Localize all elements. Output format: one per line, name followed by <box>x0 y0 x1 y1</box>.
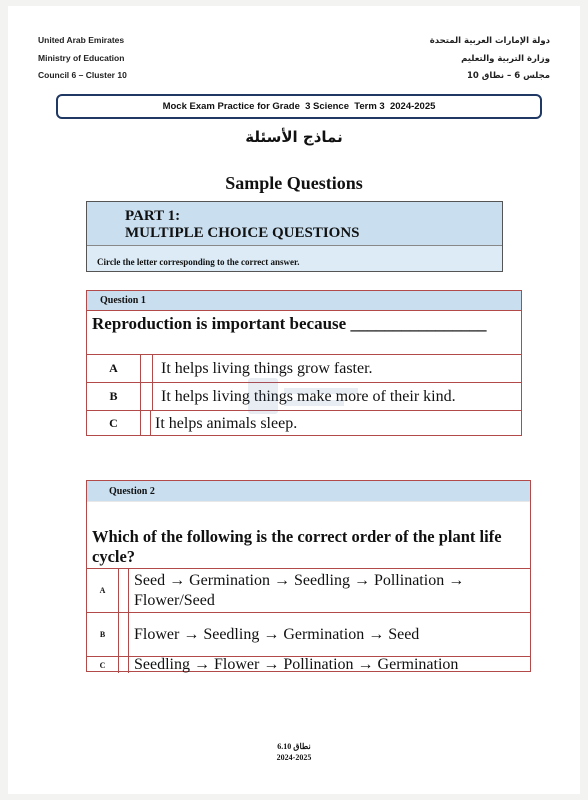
document-page <box>8 6 580 794</box>
option-text: It helps animals sleep. <box>155 414 298 432</box>
footer-cluster: نطاق 6.10 <box>277 742 311 751</box>
option-spacer <box>119 569 129 612</box>
footer-year: 2024-2025 <box>276 753 312 762</box>
question-1-label: Question 1 <box>87 291 521 311</box>
question-1-box <box>86 290 522 436</box>
question-2-text: Which of the following is the correct order of the plant life cycle? <box>92 527 502 566</box>
header-council: Council 6 – Cluster 10 <box>38 70 127 80</box>
question-1-text: Reproduction is important because ________________ <box>92 314 487 333</box>
part-heading <box>87 202 502 246</box>
option-spacer <box>141 411 151 436</box>
option-text: It helps living things grow faster. <box>161 359 373 377</box>
question-1-option-b[interactable] <box>87 382 521 410</box>
header-left <box>38 32 127 85</box>
question-2-option-a[interactable] <box>87 568 530 612</box>
option-letter: A <box>87 569 119 612</box>
option-letter: C <box>87 657 119 673</box>
header-country-ar: دولة الإمارات العربية المتحدة <box>429 36 550 46</box>
page-footer <box>8 741 580 763</box>
question-2-option-b[interactable] <box>87 612 530 656</box>
part-number: PART 1: <box>125 208 181 224</box>
question-2-box <box>86 480 531 672</box>
sample-questions-title: Sample Questions <box>225 173 363 193</box>
option-spacer <box>119 657 129 673</box>
part-1-box <box>86 201 503 272</box>
option-letter: B <box>87 383 141 410</box>
header-country: United Arab Emirates <box>38 35 125 45</box>
option-letter: A <box>87 355 141 382</box>
option-letter: C <box>87 411 141 436</box>
header-ministry: Ministry of Education <box>38 52 125 63</box>
question-2-label: Question 2 <box>87 481 530 502</box>
question-1-option-a[interactable] <box>87 354 521 382</box>
header-council-ar: مجلس 6 – نطاق 10 <box>467 71 550 81</box>
exam-banner <box>56 94 542 119</box>
option-spacer <box>119 613 129 656</box>
option-letter: B <box>87 613 119 656</box>
header-right <box>430 33 550 86</box>
option-spacer <box>141 383 153 410</box>
arabic-title: نماذج الأسئلة <box>245 128 343 146</box>
part-instruction: Circle the letter corresponding to the correct answer. <box>87 246 502 271</box>
question-1-option-c[interactable] <box>87 410 521 436</box>
option-text: Seed → Germination → Seedling → Pollination → Flower/Seed <box>134 571 465 609</box>
option-text: Flower → Seedling → Germination → Seed <box>134 625 420 643</box>
question-2-option-c[interactable] <box>87 656 530 673</box>
option-text: It helps living things make more of their kind. <box>161 387 456 405</box>
exam-banner-text: Mock Exam Practice for Grade 3 Science Term 3 2024-2025 <box>162 101 436 112</box>
header-ministry-ar: وزارة التربية والتعليم <box>461 53 550 64</box>
part-type: MULTIPLE CHOICE QUESTIONS <box>125 225 360 241</box>
option-spacer <box>141 355 153 382</box>
option-text: Seedling → Flower → Pollination → Germination <box>134 656 459 673</box>
